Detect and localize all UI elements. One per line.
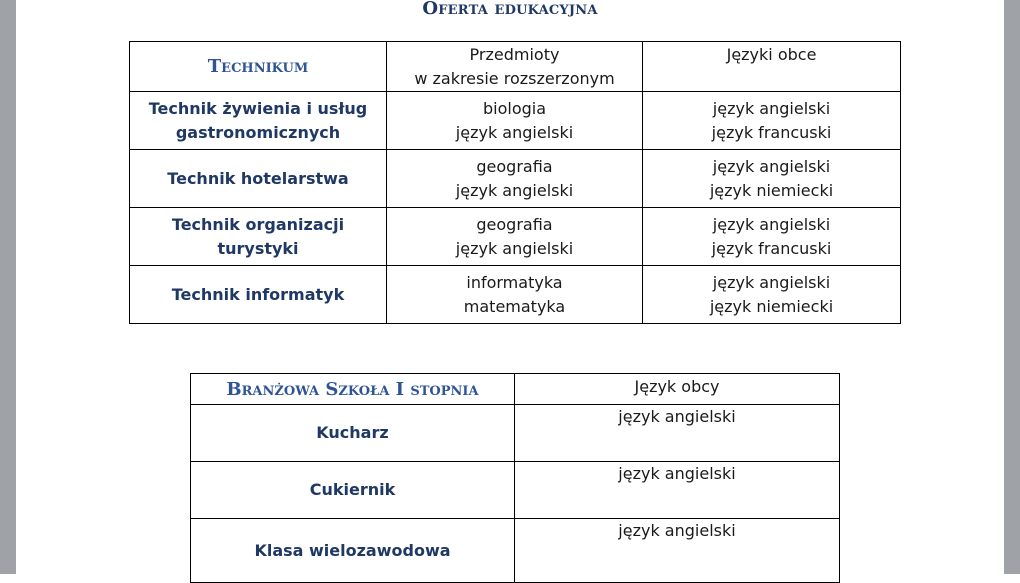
branzowa-header-row (191, 374, 840, 405)
languages-cell: język angielski język francuski (643, 208, 901, 266)
technikum-heading: Technikum (130, 42, 387, 92)
language-cell: język angielski (515, 462, 840, 519)
branzowa-table (190, 373, 840, 583)
languages-cell: język angielski język francuski (643, 92, 901, 150)
language-column-header: Język obcy (515, 374, 840, 405)
table-row (191, 462, 840, 519)
profession-cell: Klasa wielozawodowa (191, 519, 515, 583)
right-page-gutter (1004, 0, 1020, 574)
table-row (130, 208, 901, 266)
profession-cell: Technik żywienia i usług gastronomicznych (130, 92, 387, 150)
subjects-cell: informatyka matematyka (387, 266, 643, 324)
branzowa-heading: Branżowa Szkoła I stopnia (191, 374, 515, 405)
subjects-cell: geografia język angielski (387, 150, 643, 208)
table-row (130, 266, 901, 324)
document-title: Oferta edukacyjna (422, 0, 598, 19)
profession-cell: Cukiernik (191, 462, 515, 519)
document-page (16, 0, 1004, 574)
languages-column-header: Języki obce (643, 42, 901, 92)
subjects-column-header: Przedmioty w zakresie rozszerzonym (387, 42, 643, 92)
subjects-cell: geografia język angielski (387, 208, 643, 266)
language-cell: język angielski (515, 405, 840, 462)
table-row (191, 519, 840, 583)
profession-cell: Technik hotelarstwa (130, 150, 387, 208)
left-page-gutter (0, 0, 16, 574)
technikum-header-row (130, 42, 901, 92)
languages-cell: język angielski język niemiecki (643, 266, 901, 324)
table-row (130, 92, 901, 150)
table-row (191, 405, 840, 462)
table-row (130, 150, 901, 208)
profession-cell: Technik organizacji turystyki (130, 208, 387, 266)
language-cell: język angielski (515, 519, 840, 583)
subjects-cell: biologia język angielski (387, 92, 643, 150)
languages-cell: język angielski język niemiecki (643, 150, 901, 208)
profession-cell: Technik informatyk (130, 266, 387, 324)
technikum-table (129, 41, 901, 324)
profession-cell: Kucharz (191, 405, 515, 462)
